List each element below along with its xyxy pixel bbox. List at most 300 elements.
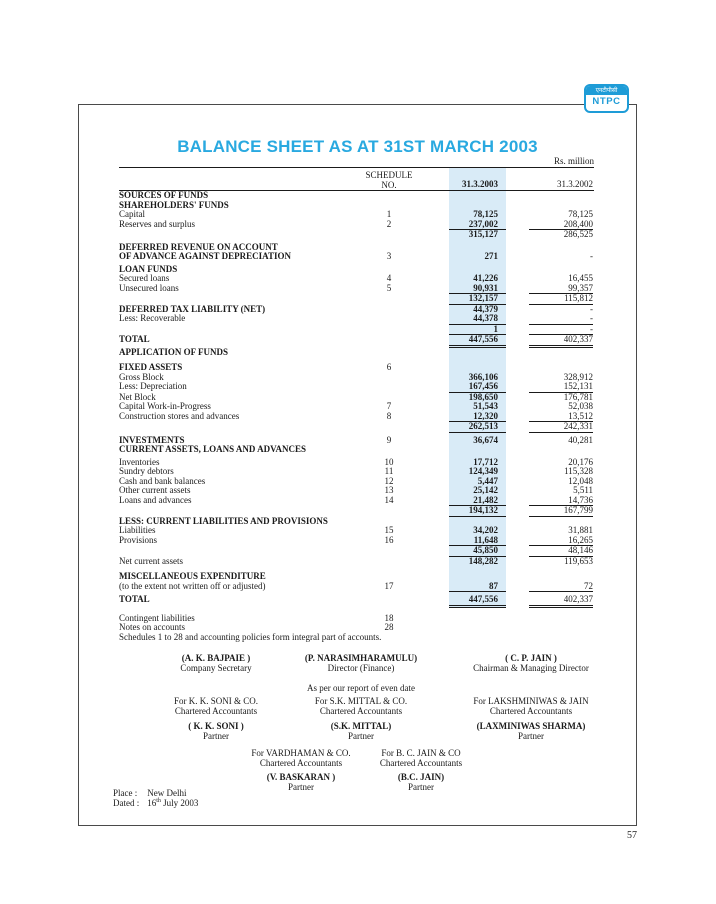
row-label: LOAN FUNDS	[119, 263, 178, 274]
signatory-name: (P. NARASIMHARAMULU)	[304, 653, 418, 663]
row-gap-cell	[415, 412, 449, 423]
row-schedule-cell	[363, 546, 415, 557]
row-label: Other current assets	[119, 485, 191, 495]
dated-label: Dated :	[113, 797, 140, 808]
header-schedule-line1: SCHEDULE	[365, 170, 413, 180]
row-value-2002: 176,781	[563, 391, 593, 402]
row-gap-cell	[506, 595, 529, 608]
row-gap-cell	[415, 373, 449, 383]
table-row	[119, 284, 594, 295]
row-label: INVESTMENTS	[119, 434, 185, 445]
auditor-block-mittal	[315, 697, 407, 741]
row-schedule-cell	[363, 335, 415, 348]
row-gap-cell	[415, 595, 449, 608]
row-label: Secured loans	[119, 273, 170, 283]
auditor-firm: For S.K. MITTAL & CO.	[314, 696, 408, 706]
row-gap-cell	[506, 486, 529, 496]
table-row	[119, 230, 594, 240]
row-gap-cell	[506, 557, 529, 567]
signature-director-finance	[305, 654, 417, 673]
row-gap-cell	[506, 210, 529, 220]
header-col-2003: 31.3.2003	[449, 168, 506, 190]
row-gap-cell	[506, 393, 529, 403]
row-value-2002: -	[529, 325, 593, 336]
row-gap-cell	[415, 436, 449, 446]
row-value-2002	[529, 623, 593, 633]
row-value-2003: 36,674	[449, 436, 506, 446]
table-row	[119, 536, 594, 547]
table-row	[119, 595, 594, 608]
row-value-2002: 16,265	[529, 536, 593, 547]
row-gap-cell	[506, 496, 529, 507]
row-schedule-cell	[363, 294, 415, 305]
row-gap-cell	[506, 572, 529, 582]
row-gap-cell	[415, 325, 449, 336]
row-schedule-cell: 17	[384, 580, 394, 591]
row-label: FIXED ASSETS	[119, 362, 183, 372]
row-value-2002: 13,512	[529, 412, 593, 423]
row-gap-cell	[415, 220, 449, 231]
row-label: CURRENT ASSETS, LOANS AND ADVANCES	[119, 444, 306, 454]
table-row	[119, 506, 594, 517]
row-gap-cell	[415, 243, 449, 253]
table-row	[119, 265, 594, 275]
row-gap-cell	[415, 210, 449, 220]
auditor-block-soni	[174, 697, 258, 741]
row-value-2003: 45,850	[449, 546, 506, 557]
row-schedule-cell	[363, 595, 415, 608]
row-gap-cell	[506, 348, 529, 358]
row-schedule-cell: 18	[384, 612, 394, 623]
row-gap-cell	[506, 191, 529, 201]
row-schedule-cell: 6	[386, 362, 392, 372]
row-label	[119, 294, 363, 305]
place-label: Place :	[113, 788, 138, 798]
row-label	[119, 422, 363, 433]
auditor-type: Chartered Accountants	[259, 757, 343, 768]
row-gap-cell	[506, 623, 529, 633]
row-gap-cell	[415, 201, 449, 211]
row-label: DEFERRED TAX LIABILITY (NET)	[119, 303, 266, 314]
row-label: OF ADVANCE AGAINST DEPRECIATION	[119, 251, 291, 261]
row-schedule-cell: 4	[386, 273, 392, 283]
row-gap-cell	[506, 412, 529, 423]
row-label: LESS: CURRENT LIABILITIES AND PROVISIONS	[119, 515, 328, 526]
row-gap-cell	[433, 633, 467, 643]
row-value-2003: 124,349	[449, 467, 506, 477]
row-gap-cell	[415, 557, 449, 567]
row-gap-cell	[415, 546, 449, 557]
row-value-2002: 152,131	[529, 382, 593, 393]
row-gap-cell	[506, 477, 529, 487]
row-label: Net Block	[119, 391, 156, 402]
row-value-2003: 44,379	[449, 305, 506, 315]
row-gap-cell	[415, 526, 449, 536]
row-schedule-cell: 5	[386, 282, 392, 293]
table-row	[119, 445, 594, 455]
row-gap-cell	[415, 572, 449, 582]
header-schedule-cell	[363, 168, 415, 190]
row-label: Capital	[119, 209, 145, 219]
row-label: Unsecured loans	[119, 282, 179, 293]
table-row	[119, 496, 594, 507]
row-value-2002: 20,176	[568, 456, 593, 467]
header-col-2002: 31.3.2002	[557, 179, 593, 189]
row-label: Inventories	[119, 456, 160, 467]
table-row	[119, 348, 594, 358]
row-gap-cell	[506, 243, 529, 253]
table-row	[119, 517, 594, 527]
row-gap-cell	[506, 436, 529, 446]
auditor-partner-name: (V. BASKARAN )	[266, 772, 336, 782]
row-value-2002: 119,653	[564, 555, 593, 566]
row-gap-cell	[506, 526, 529, 536]
row-label: Less: Recoverable	[119, 313, 186, 323]
table-header-row	[119, 168, 594, 190]
row-value-2003	[449, 348, 506, 358]
table-row	[119, 314, 594, 325]
row-value-2002: 5,511	[573, 485, 593, 495]
row-schedule-cell	[363, 557, 415, 567]
row-schedule-cell: 7	[386, 401, 392, 411]
row-value-2002: 167,799	[529, 506, 593, 517]
row-gap-cell	[506, 220, 529, 231]
row-gap-cell	[415, 252, 449, 262]
table-row	[119, 252, 594, 262]
auditor-firm: For B. C. JAIN & CO	[381, 748, 461, 758]
row-gap-cell	[506, 422, 529, 433]
row-gap-cell	[415, 458, 449, 468]
row-gap-cell	[415, 335, 449, 348]
row-label: Construction stores and advances	[119, 410, 240, 421]
ntpc-logo	[584, 84, 629, 113]
row-value-2002	[529, 191, 593, 201]
row-label	[119, 506, 363, 517]
row-label: Cash and bank balances	[119, 475, 206, 486]
row-value-2002: 115,328	[564, 466, 593, 476]
row-gap-cell	[415, 382, 449, 393]
signature-chairman	[473, 654, 589, 673]
row-label	[119, 230, 363, 240]
row-gap-cell	[506, 517, 529, 527]
row-value-2003: 366,106	[449, 373, 506, 383]
row-gap-cell	[415, 191, 449, 201]
row-value-2002: 40,281	[568, 434, 593, 445]
row-gap-cell	[415, 623, 449, 633]
row-gap-cell	[415, 230, 449, 240]
row-value-2002	[529, 445, 593, 455]
auditor-partner-name: (LAXMINIWAS SHARMA)	[476, 721, 586, 731]
row-gap-cell	[415, 536, 449, 547]
auditor-firm: For LAKSHMINIWAS & JAIN	[473, 696, 589, 706]
row-schedule-cell: 16	[384, 534, 394, 545]
row-label: SHAREHOLDERS' FUNDS	[119, 199, 229, 210]
row-value-2003: 262,513	[449, 422, 506, 433]
row-value-2002: 402,337	[529, 595, 593, 608]
row-gap-cell	[415, 393, 449, 403]
row-value-2002: 14,736	[529, 496, 593, 507]
audit-report-line: As per our report of even date	[307, 683, 415, 693]
signatory-role: Company Secretary	[180, 662, 252, 673]
row-gap-cell	[415, 348, 449, 358]
row-gap-cell	[506, 252, 529, 262]
table-row	[119, 412, 594, 423]
row-value-2003: 271	[449, 252, 506, 262]
table-row	[119, 294, 594, 305]
row-label: Sundry debtors	[119, 466, 174, 476]
row-value-2002: 16,455	[568, 273, 593, 283]
table-row	[119, 633, 594, 643]
table-row	[119, 546, 594, 557]
signatory-name: (A. K. BAJPAIE )	[181, 653, 251, 663]
row-value-2003: 194,132	[449, 506, 506, 517]
row-value-2002: 78,125	[568, 209, 593, 219]
row-gap-cell	[524, 633, 547, 643]
auditor-type: Chartered Accountants	[379, 757, 463, 768]
row-label: Less: Depreciation	[119, 381, 187, 391]
row-value-2003: 5,447	[449, 477, 506, 487]
row-value-2002: 328,912	[563, 371, 593, 382]
row-gap-cell	[415, 445, 449, 455]
row-value-2003: 21,482	[449, 496, 506, 507]
row-schedule-cell: 8	[386, 410, 392, 421]
row-value-2002: 52,038	[568, 401, 593, 411]
row-schedule-cell	[363, 230, 415, 240]
auditor-type: Chartered Accountants	[489, 705, 573, 716]
table-row	[119, 335, 594, 348]
row-value-2002	[529, 614, 593, 624]
table-row	[119, 305, 594, 315]
header-gap-cell	[415, 168, 449, 190]
row-schedule-cell	[363, 422, 415, 433]
row-label: Schedules 1 to 28 and accounting policies form integral part of accounts.	[119, 631, 382, 642]
row-value-2003: 447,556	[449, 335, 506, 348]
table-row	[119, 614, 594, 624]
row-value-2002: 31,881	[568, 525, 593, 535]
row-gap-cell	[415, 477, 449, 487]
table-body	[119, 191, 594, 642]
page-number: 57	[627, 830, 637, 841]
row-schedule-cell: 14	[384, 494, 394, 505]
row-schedule-cell: 10	[384, 456, 394, 467]
auditor-partner-name: (B.C. JAIN)	[397, 772, 445, 782]
row-gap-cell	[506, 536, 529, 547]
auditor-firm: For VARDHAMAN & CO.	[251, 748, 351, 758]
signatory-role: Chairman & Managing Director	[473, 662, 589, 673]
table-row	[119, 582, 594, 593]
table-row	[119, 201, 594, 211]
row-gap-cell	[415, 614, 449, 624]
row-gap-cell	[415, 506, 449, 517]
row-label: Net current assets	[119, 555, 183, 566]
table-row	[119, 526, 594, 536]
row-label: Reserves and surplus	[119, 218, 195, 229]
row-value-2003: 12,320	[449, 412, 506, 423]
row-label: Contingent liabilities	[119, 612, 195, 623]
row-gap-cell	[506, 458, 529, 468]
row-label: Provisions	[119, 534, 158, 545]
row-gap-cell	[506, 305, 529, 315]
row-gap-cell	[415, 274, 449, 284]
auditor-partner-role: Partner	[517, 730, 544, 741]
row-value-2003: 78,125	[449, 210, 506, 220]
row-value-2002: 48,146	[529, 546, 593, 557]
row-value-2003: 25,142	[449, 486, 506, 496]
table-row	[119, 458, 594, 468]
row-value-2003: 1	[449, 325, 506, 336]
row-label	[119, 325, 363, 336]
auditor-partner-role: Partner	[347, 730, 374, 741]
auditor-partner-role: Partner	[288, 781, 314, 792]
row-gap-cell	[506, 467, 529, 477]
row-schedule-cell: 2	[386, 218, 392, 229]
row-label: APPLICATION OF FUNDS	[119, 346, 229, 357]
row-gap-cell	[506, 284, 529, 295]
row-label: MISCELLANEOUS EXPENDITURE	[119, 571, 266, 581]
row-value-2002	[529, 348, 593, 358]
row-gap-cell	[415, 496, 449, 507]
row-schedule-cell: 15	[384, 525, 394, 535]
row-value-2002: -	[590, 303, 593, 314]
ntpc-logo-text: NTPC	[592, 96, 621, 107]
row-gap-cell	[415, 294, 449, 305]
row-gap-cell	[506, 363, 529, 373]
row-gap-cell	[415, 402, 449, 412]
row-value-2003: 315,127	[449, 230, 506, 240]
row-schedule-cell	[363, 314, 415, 325]
row-value-2003: 90,931	[449, 284, 506, 295]
row-value-2002: 12,048	[568, 475, 593, 486]
row-value-2003: 17,712	[449, 458, 506, 468]
row-value-2003: 87	[449, 582, 506, 593]
auditor-partner-role: Partner	[202, 730, 229, 741]
row-schedule-cell: 11	[384, 466, 394, 476]
row-value-2003	[449, 445, 506, 455]
place-dated-block	[113, 789, 198, 808]
row-gap-cell	[506, 373, 529, 383]
row-label: Notes on accounts	[119, 622, 185, 632]
row-value-2003	[449, 614, 506, 624]
row-gap-cell	[506, 335, 529, 348]
row-gap-cell	[415, 517, 449, 527]
row-label	[119, 546, 363, 557]
row-gap-cell	[506, 274, 529, 284]
auditor-type: Chartered Accountants	[174, 705, 258, 716]
table-row	[119, 274, 594, 284]
row-value-2002: 242,331	[529, 422, 593, 433]
row-schedule-cell	[363, 348, 415, 358]
ntpc-logo-hindi-text: एनटीपीसी	[586, 86, 627, 95]
row-value-2002	[529, 243, 593, 253]
auditor-partner-name: ( K. K. SONI )	[188, 721, 244, 731]
header-label-cell	[119, 168, 363, 190]
row-schedule-cell: 1	[386, 209, 392, 219]
row-value-2003: 132,157	[449, 294, 506, 305]
row-schedule-cell	[363, 382, 415, 393]
auditor-type: Chartered Accountants	[319, 705, 403, 716]
row-value-2003: 51,543	[449, 402, 506, 412]
row-value-2002: 99,357	[529, 284, 593, 295]
row-value-2003: 167,456	[449, 382, 506, 393]
row-gap-cell	[506, 201, 529, 211]
table-row	[119, 373, 594, 383]
row-gap-cell	[506, 402, 529, 412]
row-gap-cell	[506, 582, 529, 593]
auditor-firm: For K. K. SONI & CO.	[173, 696, 259, 706]
row-value-2003: 447,556	[449, 595, 506, 608]
row-gap-cell	[506, 614, 529, 624]
signature-company-secretary	[180, 654, 251, 673]
row-schedule-cell	[381, 633, 433, 643]
row-label: TOTAL	[119, 334, 150, 344]
row-label: SOURCES OF FUNDS	[119, 190, 209, 200]
header-schedule-line2: NO.	[381, 180, 397, 190]
auditor-block-vardhaman	[251, 749, 350, 792]
row-gap-cell	[506, 445, 529, 455]
table-row	[119, 220, 594, 231]
row-gap-cell	[415, 486, 449, 496]
row-gap-cell	[415, 582, 449, 593]
row-value-2003: 44,378	[449, 314, 506, 325]
row-value-2003: 11,648	[449, 536, 506, 547]
row-value-2003	[449, 191, 506, 201]
row-value-2002: 115,812	[529, 294, 593, 305]
signatory-role: Director (Finance)	[327, 662, 395, 673]
document-frame	[78, 104, 637, 826]
row-schedule-cell: 12	[384, 475, 394, 486]
signatory-name: ( C. P. JAIN )	[505, 653, 557, 663]
row-gap-cell	[506, 314, 529, 325]
row-schedule-cell: 28	[384, 622, 394, 632]
row-value-2002	[547, 633, 611, 643]
row-gap-cell	[415, 363, 449, 373]
dated-line	[113, 799, 198, 809]
table-row	[119, 382, 594, 393]
row-value-2003	[467, 633, 524, 643]
header-gap-cell	[506, 168, 529, 190]
row-label: TOTAL	[119, 594, 150, 604]
row-value-2002: 286,525	[563, 229, 593, 239]
row-gap-cell	[415, 314, 449, 325]
row-schedule-cell	[363, 191, 415, 201]
unit-label: Rs. million	[553, 156, 594, 166]
row-gap-cell	[415, 284, 449, 295]
row-gap-cell	[506, 382, 529, 393]
table-row	[119, 363, 594, 373]
row-gap-cell	[506, 265, 529, 275]
row-label: Capital Work-in-Progress	[119, 401, 211, 411]
row-gap-cell	[506, 325, 529, 336]
row-value-2003: 41,226	[449, 274, 506, 284]
row-value-2002: -	[590, 251, 593, 261]
row-label: Gross Block	[119, 371, 164, 382]
row-schedule-cell	[363, 445, 415, 455]
row-schedule-cell	[363, 373, 415, 383]
row-value-2003: 198,650	[449, 393, 506, 403]
row-value-2003: 237,002	[449, 220, 506, 231]
row-label: Loans and advances	[119, 494, 192, 505]
row-schedule-cell: 3	[386, 251, 392, 261]
row-label: (to the extent not written off or adjusted)	[119, 580, 266, 591]
row-gap-cell	[415, 467, 449, 477]
table-row	[119, 557, 594, 567]
row-gap-cell	[506, 294, 529, 305]
auditor-block-lakshminiwas	[473, 697, 588, 741]
row-gap-cell	[415, 265, 449, 275]
row-schedule-cell	[363, 506, 415, 517]
place-value: New Delhi	[147, 788, 187, 798]
table-row	[119, 325, 594, 336]
